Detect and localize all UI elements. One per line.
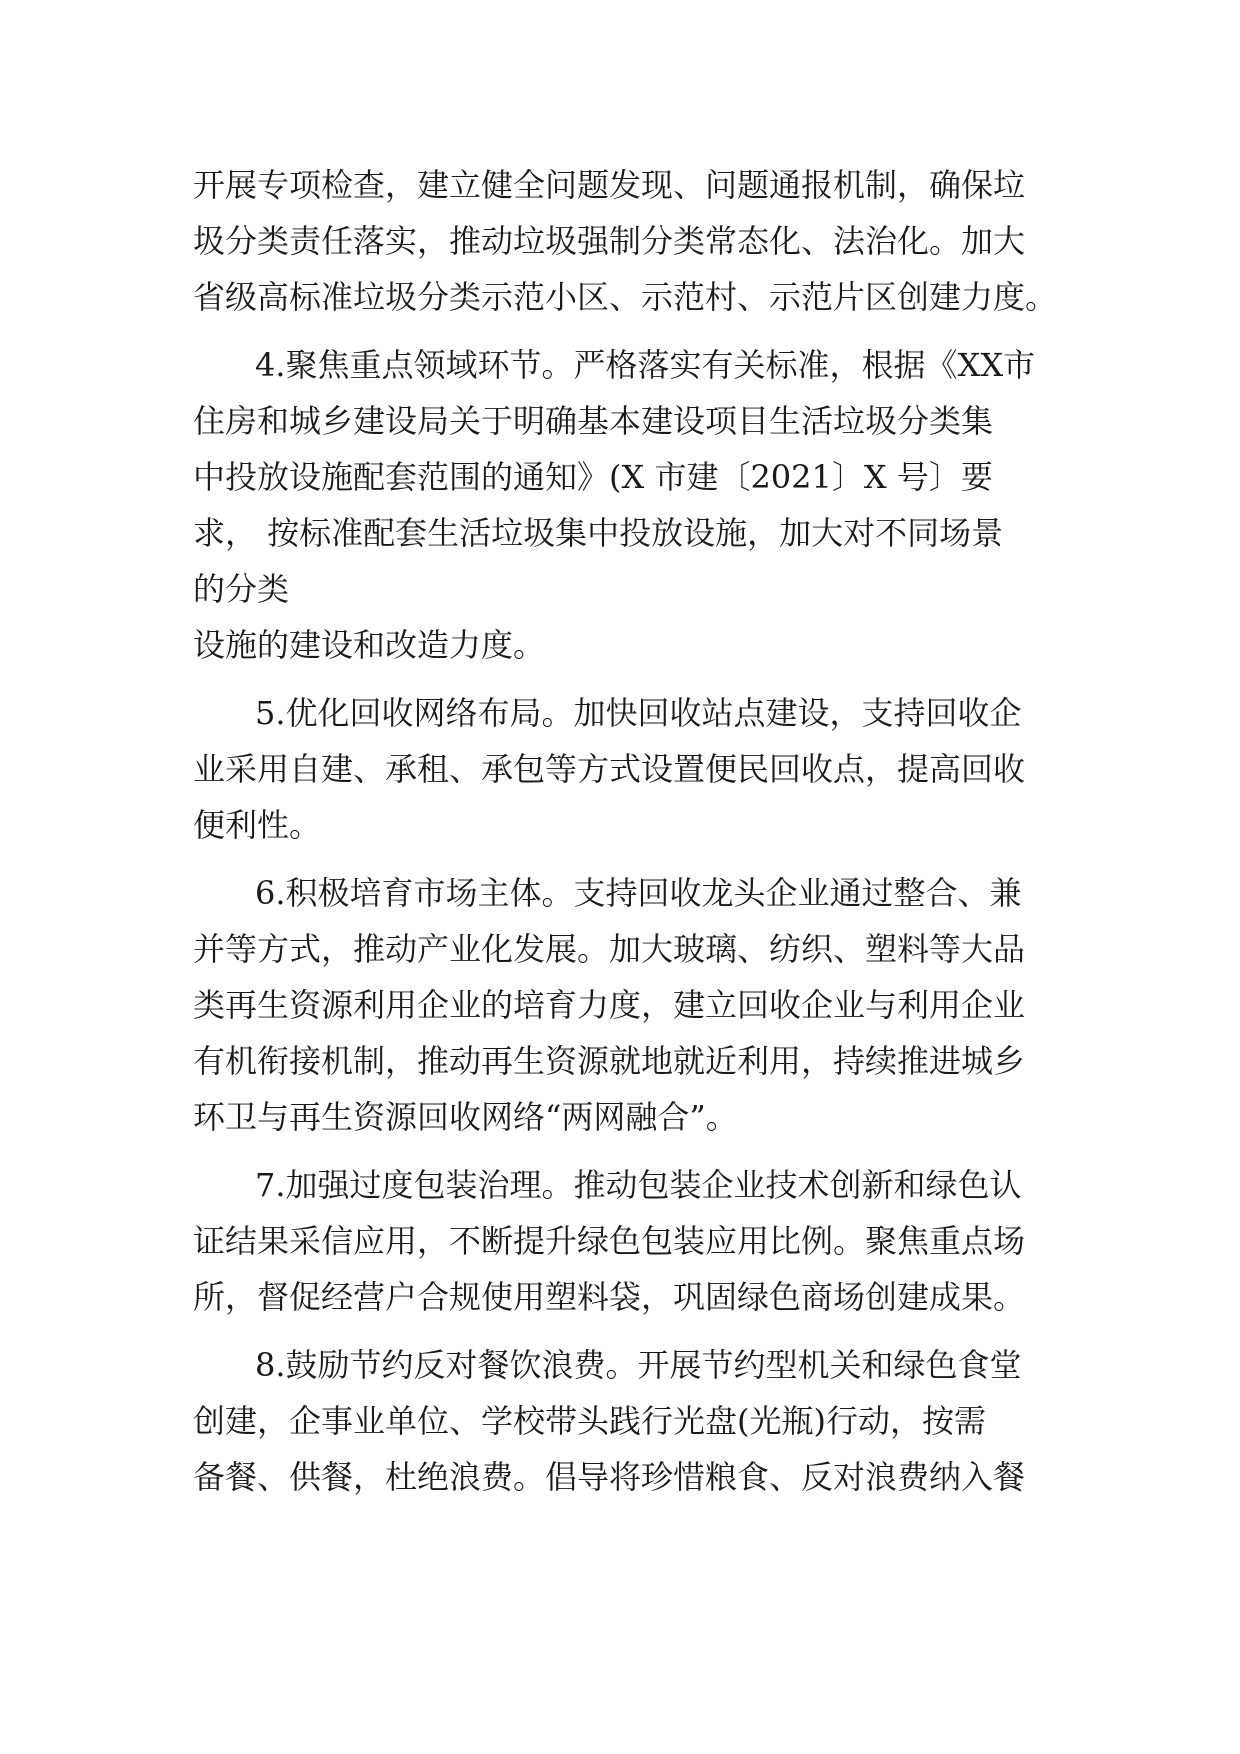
text-line: 中投放设施配套范围的通知》(X 市建〔2021〕X 号〕要: [193, 458, 993, 496]
text-line: 有机衔接机制，推动再生资源就地就近利用，持续推进城乡: [193, 1042, 1026, 1080]
text-line: 圾分类责任落实，推动垃圾强制分类常态化、法治化。加大: [193, 222, 1026, 260]
text-line: 类再生资源利用企业的培育力度，建立回收企业与利用企业: [193, 986, 1026, 1024]
text-line: 5.优化回收网络布局。加快回收站点建设，支持回收企: [255, 694, 1022, 732]
text-line: 证结果采信应用，不断提升绿色包装应用比例。聚焦重点场: [193, 1222, 1026, 1260]
text-line: 设施的建设和改造力度。: [193, 626, 546, 664]
text-line: 并等方式，推动产业化发展。加大玻璃、纺织、塑料等大品: [193, 930, 1026, 968]
text-line: 的分类: [193, 570, 290, 608]
text-line: 8.鼓励节约反对餐饮浪费。开展节约型机关和绿色食堂: [255, 1346, 1022, 1384]
text-line: 省级高标准垃圾分类示范小区、示范村、示范片区创建力度。: [193, 278, 1058, 316]
text-line: 创建，企事业单位、学校带头践行光盘(光瓶)行动，按需: [193, 1402, 986, 1440]
text-line: 环卫与再生资源回收网络“两网融合”。: [193, 1098, 738, 1136]
text-line: 4.聚焦重点领域环节。严格落实有关标准，根据《XX市: [255, 346, 1036, 384]
text-line: 备餐、供餐，杜绝浪费。倡导将珍惜粮食、反对浪费纳入餐: [193, 1458, 1026, 1496]
text-line: 求， 按标准配套生活垃圾集中投放设施，加大对不同场景: [193, 514, 1004, 552]
text-line: 6.积极培育市场主体。支持回收龙头企业通过整合、兼: [255, 874, 1022, 912]
text-line: 便利性。: [193, 806, 322, 844]
text-line: 住房和城乡建设局关于明确基本建设项目生活垃圾分类集: [193, 402, 994, 440]
text-line: 所，督促经营户合规使用塑料袋，巩固绿色商场创建成果。: [193, 1278, 1026, 1316]
text-line: 开展专项检查，建立健全问题发现、问题通报机制，确保垃: [193, 166, 1026, 204]
text-line: 业采用自建、承租、承包等方式设置便民回收点，提高回收: [193, 750, 1026, 788]
text-line: 7.加强过度包装治理。推动包装企业技术创新和绿色认: [255, 1166, 1022, 1204]
